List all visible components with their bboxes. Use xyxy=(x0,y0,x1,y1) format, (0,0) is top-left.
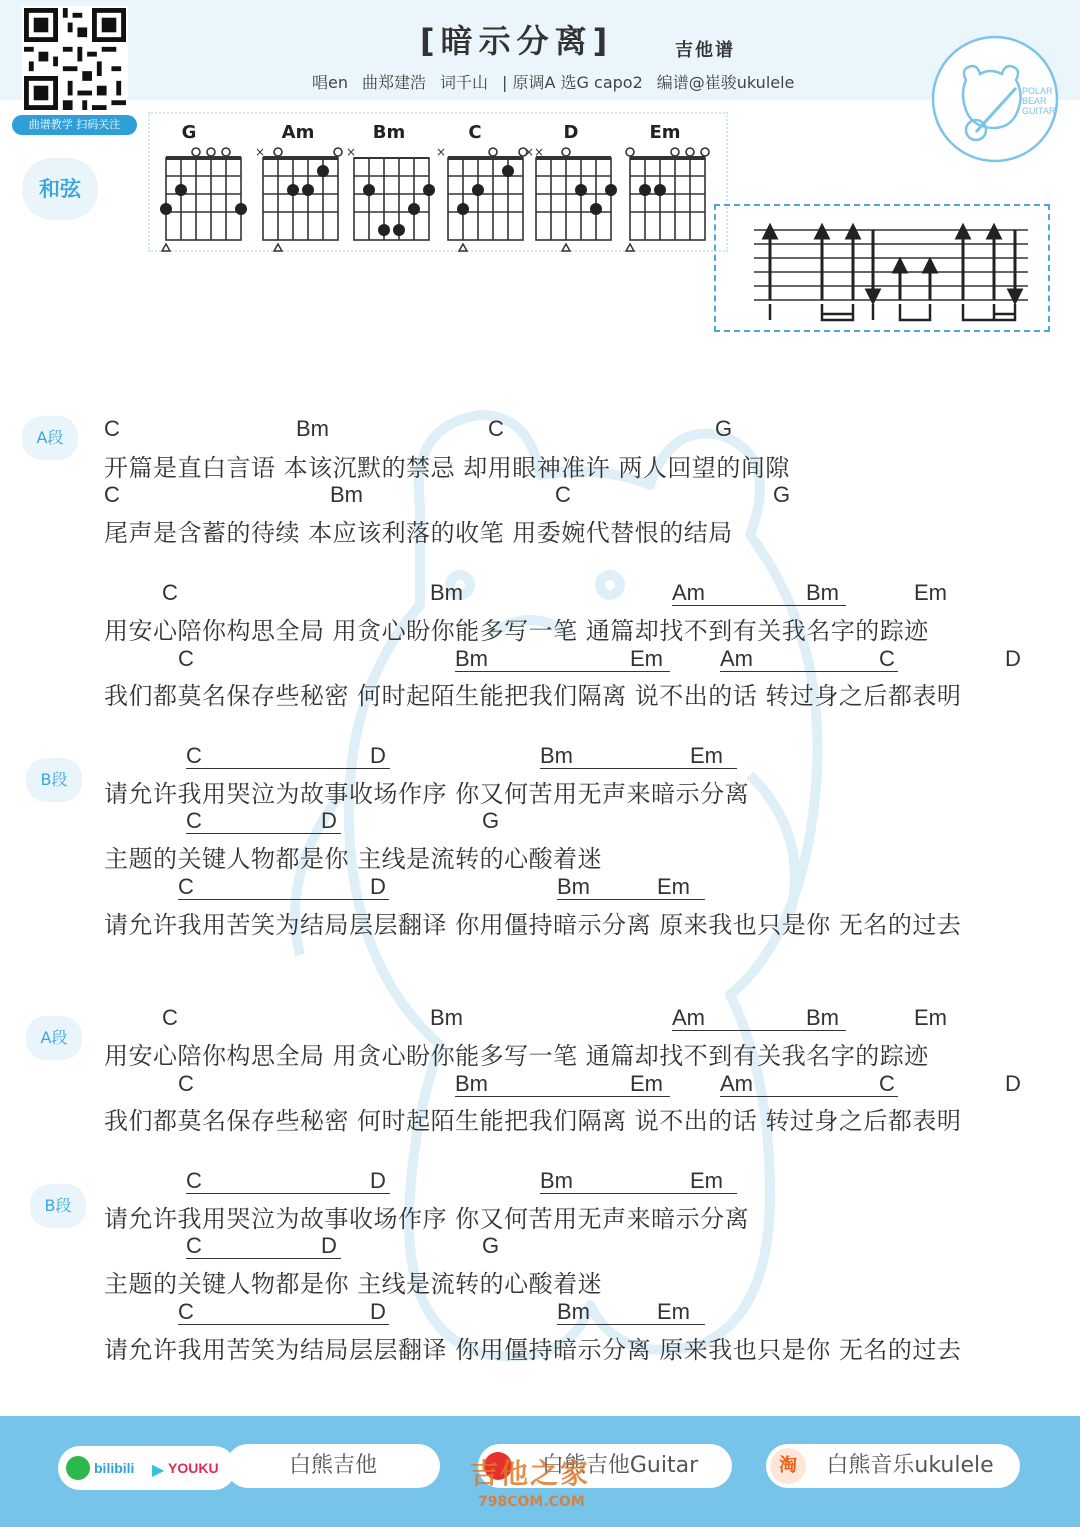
svg-text:×: × xyxy=(436,145,447,159)
chord-symbol: Bm xyxy=(296,416,329,441)
chord-name: G xyxy=(181,122,197,143)
chord-symbol: D xyxy=(1005,646,1021,671)
channel-name-3: 白熊音乐ukulele xyxy=(826,1453,994,1478)
chord-symbol: Bm xyxy=(455,1071,488,1096)
chord-symbol: C xyxy=(162,580,178,605)
svg-text:××: ×× xyxy=(524,145,545,159)
chord-symbol: Am xyxy=(720,646,753,671)
chord-symbol: Em xyxy=(914,580,947,605)
chord-symbol: Bm xyxy=(806,1005,839,1030)
chord-underline xyxy=(557,1324,705,1325)
qr-code[interactable] xyxy=(22,6,128,112)
chord-symbol: G xyxy=(482,808,500,833)
chord-diagram-bm xyxy=(344,120,434,250)
chord-symbol: C xyxy=(186,808,202,833)
chord-diagram-d xyxy=(526,120,616,250)
chord-underline xyxy=(178,1324,389,1325)
chord-symbol: D xyxy=(370,1299,386,1324)
lyric-line: 开篇是直白言语 本该沉默的禁忌 却用眼神准许 两人回望的间隙 xyxy=(104,454,790,482)
chord-underline xyxy=(455,1096,670,1097)
site-watermark: 吉他之家 xyxy=(470,1457,591,1490)
chord-symbol: Bm xyxy=(557,874,590,899)
channel-name-1[interactable]: 白熊吉他 xyxy=(226,1444,440,1488)
chord-symbol: C xyxy=(555,482,571,507)
chord-underline xyxy=(455,671,670,672)
lyric-line: 我们都莫名保存些秘密 何时起陌生能把我们隔离 说不出的话 转过身之后都表明 xyxy=(104,1107,962,1135)
logo-text-guitar: GUITAR xyxy=(1022,106,1056,116)
chord-symbol: D xyxy=(370,874,386,899)
svg-text:×: × xyxy=(346,145,357,159)
logo-text-bear: BEAR xyxy=(1022,96,1047,106)
credits xyxy=(312,70,808,93)
song-title: [暗示分离] xyxy=(420,22,614,60)
platform-icons[interactable] xyxy=(58,1446,236,1490)
lyric-line: 尾声是含蓄的待续 本应该利落的收笔 用委婉代替恨的结局 xyxy=(104,519,733,547)
lyric-line: 主题的关键人物都是你 主线是流转的心酸着迷 xyxy=(104,845,603,873)
chord-symbol: Bm xyxy=(455,646,488,671)
wechat-icon xyxy=(66,1456,90,1480)
chord-symbol: G xyxy=(773,482,791,507)
chord-symbol: Bm xyxy=(430,580,463,605)
section-a-badge: A段 xyxy=(26,1016,82,1060)
chord-diagram-g xyxy=(156,120,246,250)
chord-symbol: Bm xyxy=(557,1299,590,1324)
section-b-badge: B段 xyxy=(30,1184,86,1228)
chord-symbol: Bm xyxy=(540,1168,573,1193)
chord-symbol: C xyxy=(178,1299,194,1324)
sheet-type: 吉他谱 xyxy=(675,40,735,61)
lyric-line: 用安心陪你构思全局 用贪心盼你能多写一笔 通篇却找不到有关我名字的踪迹 xyxy=(104,617,929,645)
chord-symbol: D xyxy=(1005,1071,1021,1096)
chord-symbol: Bm xyxy=(330,482,363,507)
chord-underline xyxy=(186,768,390,769)
lyric-line: 请允许我用哭泣为故事收场作序 你又何苦用无声来暗示分离 xyxy=(104,780,750,808)
strumming-pattern xyxy=(714,204,1050,332)
lyricist: 词千山 xyxy=(440,73,489,92)
bilibili-label: bilibili xyxy=(94,1460,135,1476)
chord-diagram-am xyxy=(253,120,343,250)
youku-label: YOUKU xyxy=(168,1460,219,1476)
chord-symbol: C xyxy=(178,646,194,671)
channel-name-2: 白熊吉他Guitar xyxy=(541,1453,699,1478)
chord-symbol: G xyxy=(482,1233,500,1258)
taobao-channel[interactable] xyxy=(766,1444,1020,1488)
chord-symbol: C xyxy=(104,482,120,507)
qr-code-image xyxy=(24,8,126,110)
chord-underline xyxy=(540,768,737,769)
lyric-line: 我们都莫名保存些秘密 何时起陌生能把我们隔离 说不出的话 转过身之后都表明 xyxy=(104,682,962,710)
chord-underline xyxy=(672,605,846,606)
chord-symbol: C xyxy=(879,646,895,671)
chord-symbol: D xyxy=(321,1233,337,1258)
chord-symbol: C xyxy=(178,1071,194,1096)
lyric-line: 用安心陪你构思全局 用贪心盼你能多写一笔 通篇却找不到有关我名字的踪迹 xyxy=(104,1042,929,1070)
logo-text-polar: POLAR xyxy=(1022,86,1053,96)
chord-symbol: C xyxy=(186,743,202,768)
chord-symbol: G xyxy=(715,416,733,441)
chord-symbol: C xyxy=(186,1233,202,1258)
qr-caption: 曲谱教学 扫码关注 xyxy=(12,115,137,135)
chord-symbol: Am xyxy=(672,580,705,605)
chord-symbol: C xyxy=(186,1168,202,1193)
chord-name: Am xyxy=(281,122,315,143)
taobao-icon: 淘 xyxy=(770,1448,806,1484)
chords-label: 和弦 xyxy=(22,158,98,220)
chord-underline xyxy=(186,1258,341,1259)
chord-underline xyxy=(178,899,389,900)
chord-underline xyxy=(186,833,341,834)
section-a-badge: A段 xyxy=(22,416,78,460)
play-icon: ▶ xyxy=(152,1460,165,1479)
chord-underline xyxy=(557,899,705,900)
lyric-line: 主题的关键人物都是你 主线是流转的心酸着迷 xyxy=(104,1270,603,1298)
chord-underline xyxy=(720,1096,898,1097)
lyric-line: 请允许我用哭泣为故事收场作序 你又何苦用无声来暗示分离 xyxy=(104,1205,750,1233)
chord-symbol: Em xyxy=(690,743,723,768)
key-info: | 原调A 选G capo2 xyxy=(502,73,643,92)
chord-symbol: Em xyxy=(657,874,690,899)
chord-symbol: C xyxy=(162,1005,178,1030)
chord-underline xyxy=(186,1193,390,1194)
chord-underline xyxy=(720,671,898,672)
chord-symbol: Am xyxy=(672,1005,705,1030)
arranger: 编谱@崔骏ukulele xyxy=(656,73,795,92)
chord-symbol: D xyxy=(370,1168,386,1193)
chord-name: C xyxy=(468,122,482,143)
chord-symbol: Am xyxy=(720,1071,753,1096)
polar-bear-logo xyxy=(930,34,1060,164)
singer: 唱en xyxy=(312,73,348,92)
chord-diagram-c xyxy=(438,120,528,250)
chord-symbol: Em xyxy=(914,1005,947,1030)
chord-symbol: C xyxy=(104,416,120,441)
chord-name: Em xyxy=(649,122,681,143)
chord-diagram-em xyxy=(620,120,710,250)
chord-symbol: Em xyxy=(630,1071,663,1096)
chord-symbol: Em xyxy=(630,646,663,671)
lyric-line: 请允许我用苦笑为结局层层翻译 你用僵持暗示分离 原来我也只是你 无名的过去 xyxy=(104,1336,962,1364)
chord-name: D xyxy=(563,122,579,143)
chord-diagrams-panel xyxy=(148,112,728,252)
chord-symbol: Bm xyxy=(806,580,839,605)
chord-symbol: D xyxy=(321,808,337,833)
site-url-watermark: 798COM.COM xyxy=(478,1494,585,1510)
chord-symbol: Bm xyxy=(540,743,573,768)
svg-text:×: × xyxy=(255,145,266,159)
chord-symbol: Em xyxy=(690,1168,723,1193)
chord-symbol: C xyxy=(488,416,504,441)
chord-symbol: D xyxy=(370,743,386,768)
chord-underline xyxy=(540,1193,737,1194)
chord-symbol: Em xyxy=(657,1299,690,1324)
chord-symbol: C xyxy=(178,874,194,899)
composer: 曲郑建浩 xyxy=(362,73,427,92)
section-b-badge: B段 xyxy=(26,758,82,802)
chord-symbol: Bm xyxy=(430,1005,463,1030)
chord-underline xyxy=(672,1030,846,1031)
chord-symbol: C xyxy=(879,1071,895,1096)
chord-name: Bm xyxy=(372,122,406,143)
lyric-line: 请允许我用苦笑为结局层层翻译 你用僵持暗示分离 原来我也只是你 无名的过去 xyxy=(104,911,962,939)
